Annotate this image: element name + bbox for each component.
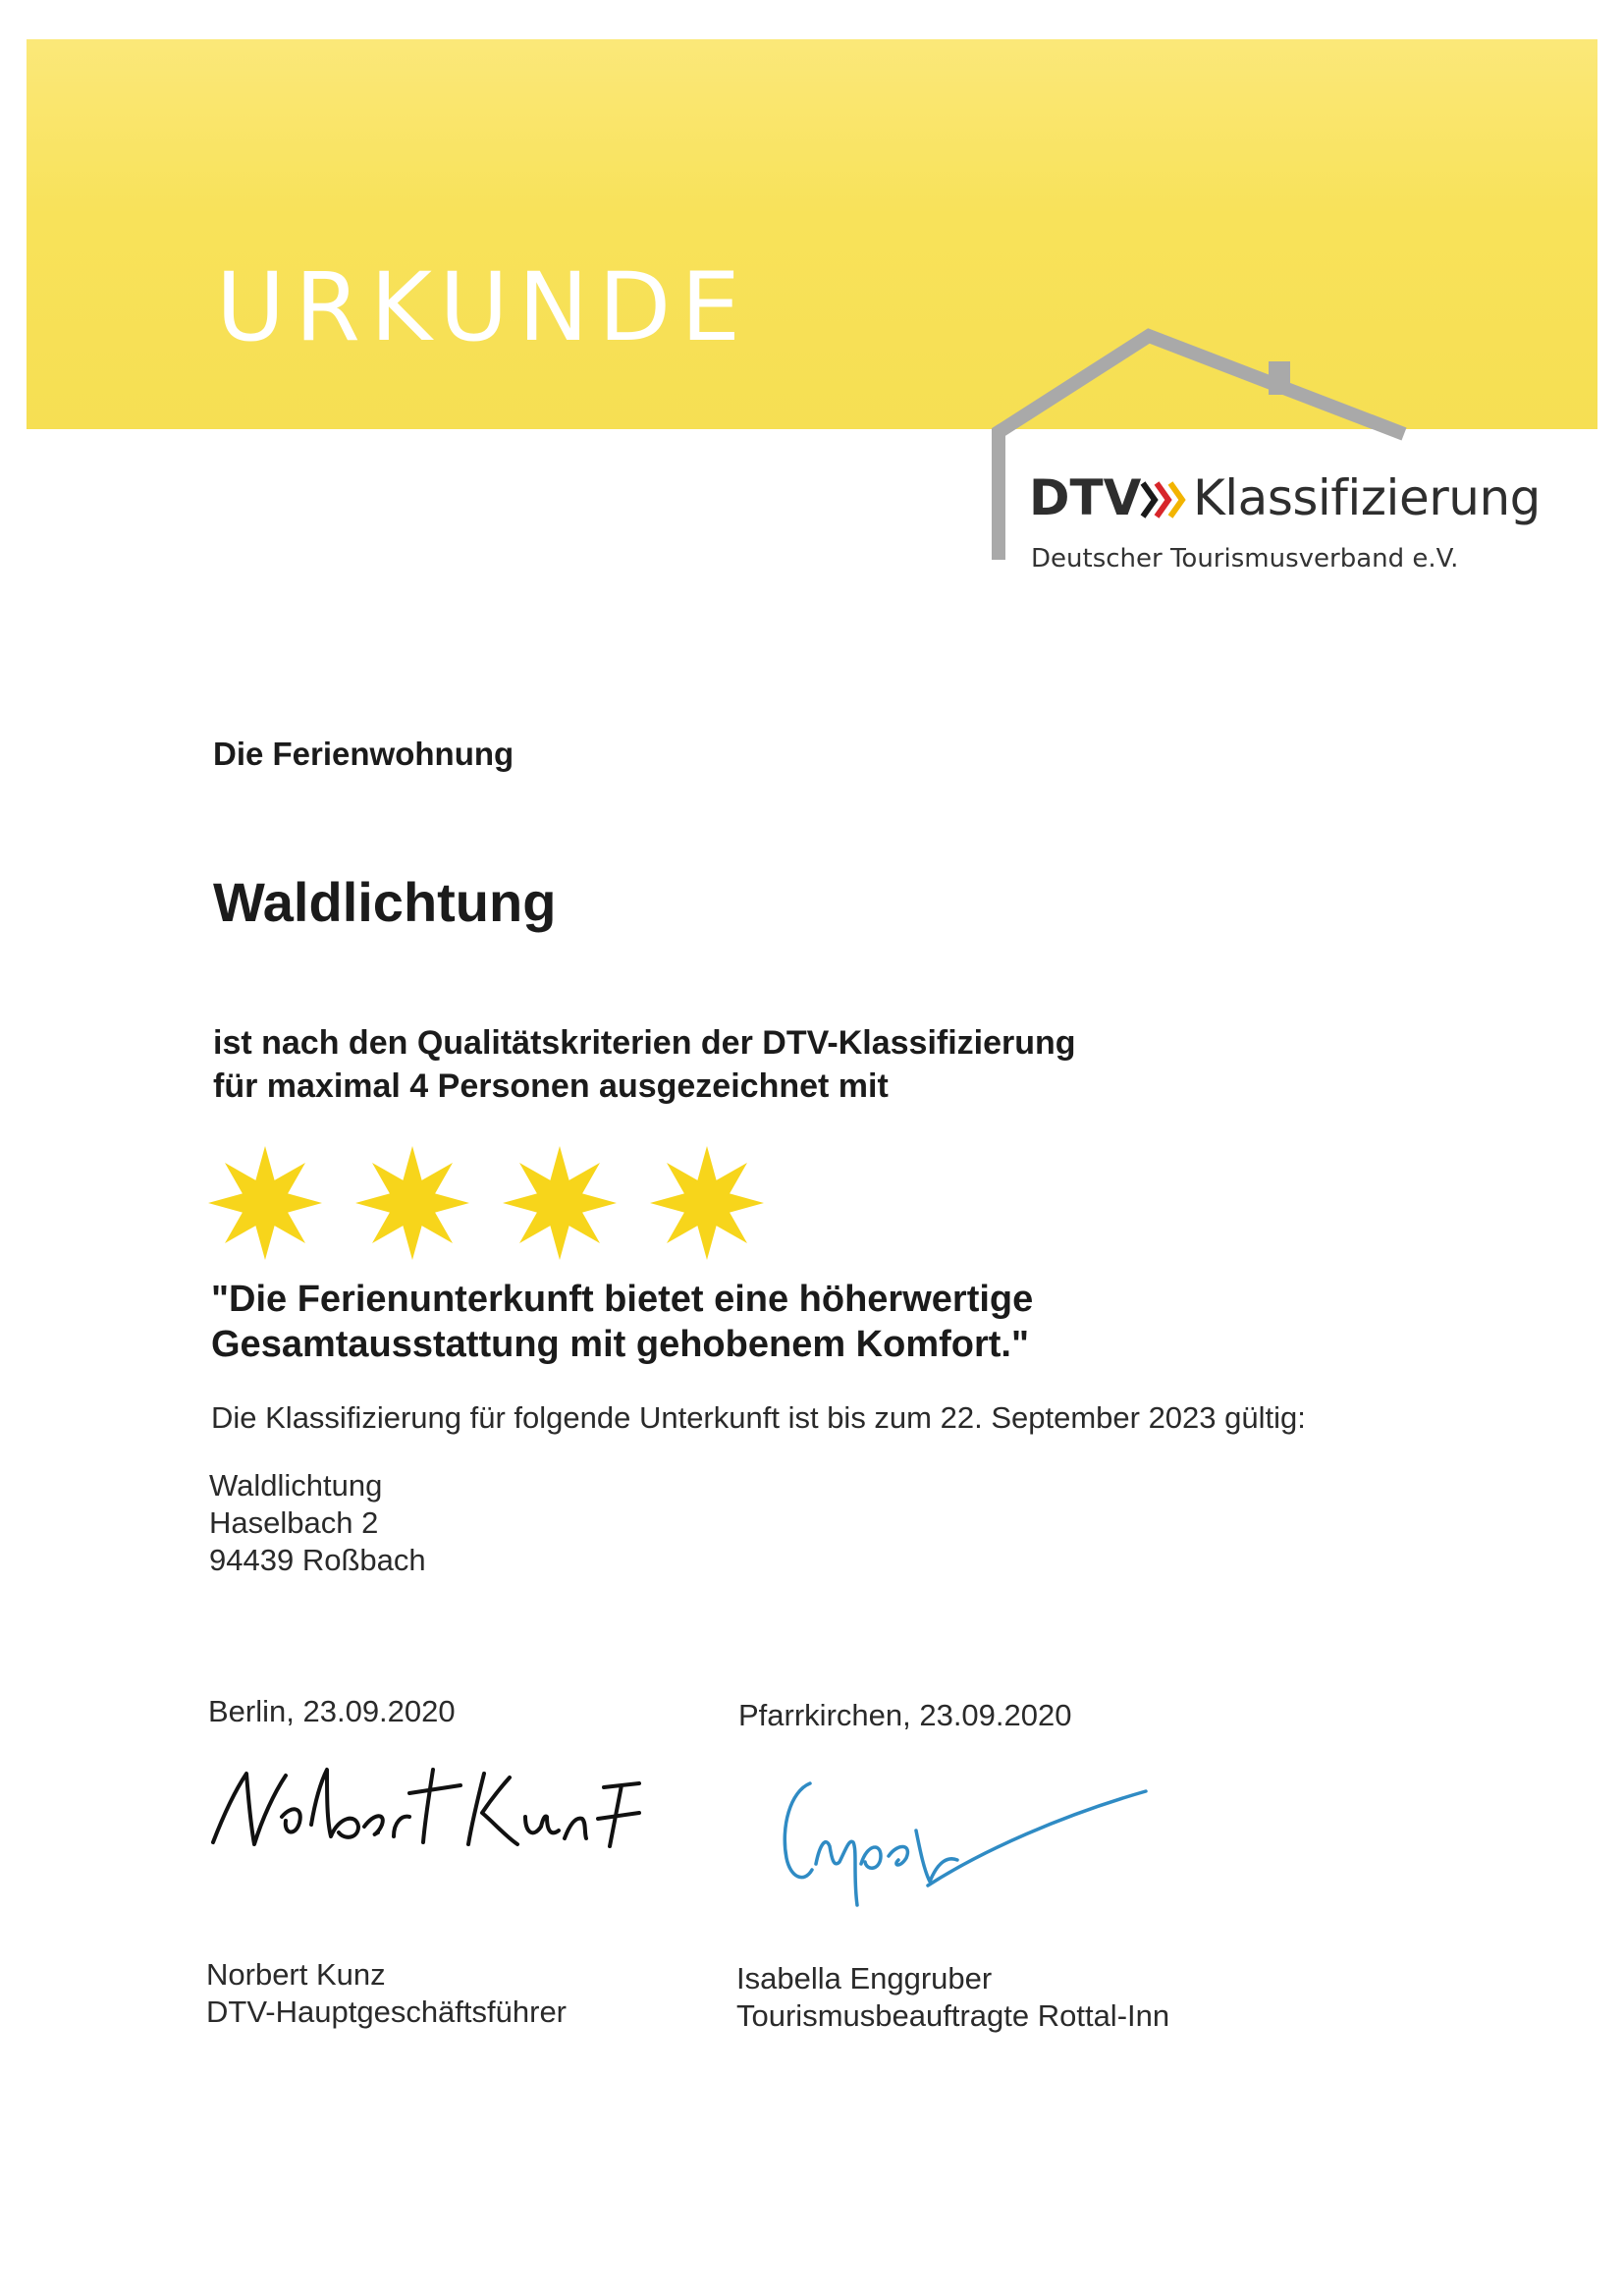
star-icon: [208, 1146, 322, 1260]
signature-isabella-enggruber: [751, 1748, 1173, 1915]
signature-norbert-kunz: [201, 1748, 673, 1876]
property-name: Waldlichtung: [213, 871, 557, 933]
star-rating: [201, 1139, 790, 1267]
place-date-right: Pfarrkirchen, 23.09.2020: [738, 1698, 1072, 1732]
signer-name: Norbert Kunz: [206, 1957, 386, 1992]
signer-title: DTV-Hauptgeschäftsführer: [206, 1995, 568, 2029]
criteria-line: ist nach den Qualitätskriterien der DTV-Klassifizierung: [213, 1024, 1076, 1062]
star-icon: [650, 1146, 764, 1260]
quote-line: "Die Ferienunterkunft bietet eine höherwertige: [211, 1279, 1034, 1320]
address-line: 94439 Roßbach: [209, 1543, 426, 1577]
address-block: [209, 1467, 426, 1579]
logo-subtitle: Deutscher Tourismusverband e.V.: [1031, 544, 1459, 574]
logo-dtv: DTV: [1029, 469, 1142, 526]
criteria-text: [213, 1021, 1076, 1108]
address-line: Haselbach 2: [209, 1505, 379, 1540]
place-date-left: Berlin, 23.09.2020: [208, 1694, 456, 1728]
dtv-chevrons-icon: [1139, 475, 1186, 524]
property-type: Die Ferienwohnung: [213, 736, 514, 772]
certificate-title: URKUNDE: [216, 252, 750, 362]
validity-statement: Die Klassifizierung für folgende Unterkunft ist bis zum 22. September 2023 gültig:: [211, 1400, 1306, 1435]
star-icon: [503, 1146, 617, 1260]
signer-left: [206, 1956, 567, 2031]
signer-name: Isabella Enggruber: [736, 1961, 993, 1995]
criteria-line: für maximal 4 Personen ausgezeichnet mit: [213, 1067, 889, 1105]
logo-name: Klassifizierung: [1193, 469, 1541, 526]
quote-text: [211, 1277, 1033, 1367]
signer-title: Tourismusbeauftragte Rottal-Inn: [736, 1998, 1170, 2033]
signer-right: [736, 1960, 1169, 2035]
address-line: Waldlichtung: [209, 1468, 383, 1503]
quote-line: Gesamtausstattung mit gehobenem Komfort.": [211, 1324, 1029, 1365]
star-icon: [355, 1146, 469, 1260]
